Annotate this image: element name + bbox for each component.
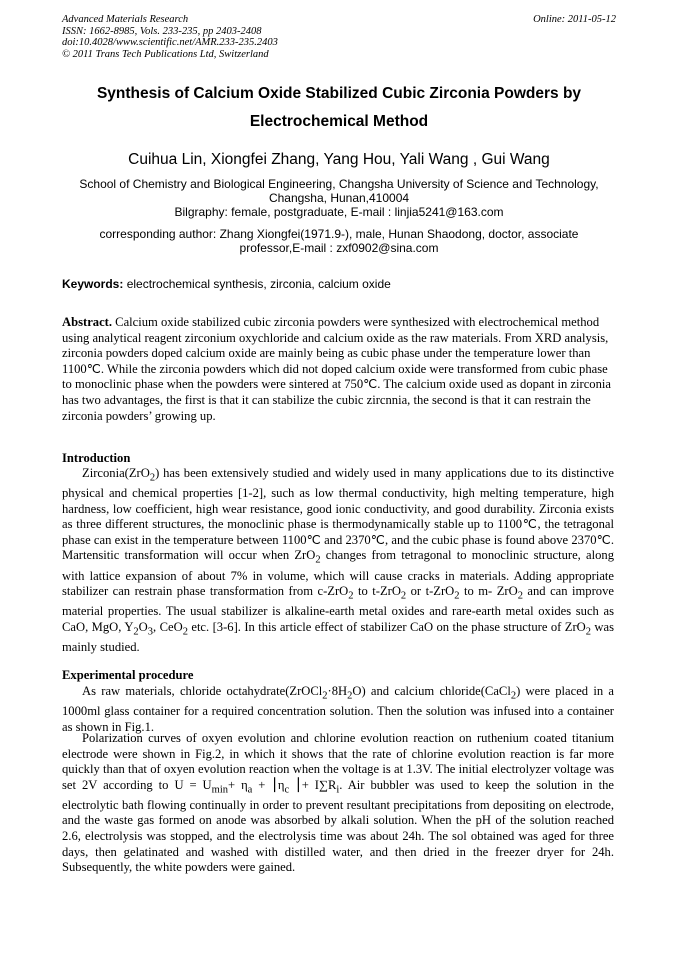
- subscript: a: [247, 784, 253, 796]
- intro-text: was mainly studied.: [62, 619, 614, 654]
- subscript: 3: [147, 626, 154, 638]
- biography-line: Bilgraphy: female, postgraduate, E-mail : linjia5241@163.com: [174, 205, 504, 219]
- introduction-paragraph: [62, 466, 614, 656]
- keywords-text: electrochemical synthesis, zirconia, calcium oxide: [123, 277, 391, 291]
- subscript: 2: [585, 626, 591, 638]
- copyright-line: © 2011 Trans Tech Publications Ltd, Switzerland: [62, 48, 269, 60]
- exp-text: + ⎮η: [252, 777, 285, 792]
- abstract-text: Calcium oxide stabilized cubic zirconia powders were synthesized with electrochemical method using analytical reagent zirconium oxychloride and calcium oxide as the raw materials. From XRD analysis, zirconia powders doped calcium oxide are mainly being as cubic phase under the temperature lower than 1100℃. While the zirconia powders which did not doped calcium oxide were transformed from cubic phase to monoclinic phase when the powders were sintered at 750℃. The calcium oxide used as dopant in zirconia has two advantages, the first is that it can stabilize the cubic zircnnia, the second is that it can restrain the zirconia powders’ growing up.: [62, 315, 611, 423]
- intro-text: etc. [3-6]. In this article effect of stabilizer CaO on the phase structure of ZrO: [187, 619, 586, 634]
- affiliation-line-2: Changsha, Hunan,410004: [268, 191, 410, 205]
- abstract: [62, 315, 614, 424]
- subscript: 2: [149, 472, 156, 484]
- author-list: Cuihua Lin, Xiongfei Zhang, Yang Hou, Yali Wang , Gui Wang: [128, 151, 550, 168]
- subscript: min: [211, 784, 229, 796]
- intro-text: to t-ZrO: [353, 584, 401, 599]
- subscript: 2: [400, 590, 407, 602]
- doi-line: doi:10.4028/www.scientific.net/AMR.233-235.2403: [62, 37, 278, 48]
- abstract-label: Abstract.: [62, 315, 113, 329]
- experimental-heading: Experimental procedure: [62, 668, 194, 682]
- keywords-label: Keywords:: [62, 277, 124, 291]
- subscript: 2: [510, 690, 517, 702]
- subscript: 2: [133, 626, 139, 638]
- corresponding-line-1: corresponding author: Zhang Xiongfei(1971.9-), male, Hunan Shaodong, doctor, associate: [99, 227, 579, 241]
- exp-text: ·8H: [327, 684, 348, 698]
- intro-text: ) has been extensively studied and widely used in many applications due to its distinctive physical and chemical properties [1-2], such as low thermal conductivity, high melting temperature, high hardness, low coefficient, high wear resistance, good ionic conductivity, and good durability. Zirconia exists as three different structures, the monoclinic phase is thermodynamically stable up to 1100℃, the tetragonal phase can exist in the temperature between 1100℃ and 2370℃, and the cubic phase is found above 2370℃. Martensitic transformation will occur when ZrO: [62, 466, 614, 563]
- exp-text: ⎮+ I∑R: [289, 777, 337, 792]
- intro-text: or t-ZrO: [406, 584, 455, 599]
- journal-header: [62, 14, 278, 60]
- exp-text: . Air bubbler was used to keep the solution in the electrolytic bath flowing continually in order to prevent resultant precipitations from depositing on electrode, and the waste gas formed on anode was absorbed by alkali solution. When the pH of the solution reached 2.6, electrolysis was stopped, and the electrolysis time was about 24h. The sol obtained was aged for three days, then gelatinated and washed with distilled water, and then dried in the freezer dryer for 24h. Subsequently, the white powders were gained.: [62, 777, 614, 875]
- experimental-paragraph-1: [62, 684, 614, 735]
- keywords: [62, 277, 616, 292]
- issn-line: ISSN: 1662-8985, Vols. 233-235, pp 2403-2408: [62, 25, 262, 37]
- subscript: 2: [348, 590, 354, 602]
- experimental-paragraph-2: [62, 731, 614, 876]
- subscript: 2: [517, 590, 523, 602]
- exp-text: O) and calcium chloride(CaCl: [352, 684, 511, 698]
- subscript: 2: [347, 690, 353, 702]
- intro-text: Zirconia(ZrO: [82, 466, 150, 480]
- online-date: Online: 2011-05-12: [533, 14, 616, 25]
- intro-text: O: [138, 619, 148, 634]
- subscript: 2: [322, 690, 328, 702]
- subscript: i: [336, 784, 340, 796]
- subscript: 2: [182, 626, 188, 638]
- intro-text: , CeO: [153, 619, 183, 634]
- intro-text: and can improve material properties. The usual stabilizer is alkaline-earth metal oxides and rare-earth metal oxides such as CaO, MgO, Y: [62, 584, 614, 634]
- intro-text: changes from tetragonal to monoclinic structure, along with lattice expansion of about 7% in volume, which will cause cracks in materials. Adding appropriate stabilizer can restrain phase transformation from c-ZrO: [62, 548, 614, 599]
- introduction-heading: Introduction: [62, 451, 131, 465]
- journal-name: Advanced Materials Research: [62, 14, 189, 25]
- subscript: c: [284, 784, 290, 796]
- exp-text: Polarization curves of oxyen evolution and chlorine evolution reaction on ruthenium coated titanium electrode were shown in Fig.2, in which it shows that the rate of chlorine evolution reaction is far more quickly than that of oxyen evolution reaction when the voltage is at 1.3V. The initial electrolyzer voltage was set 2V according to U = U: [62, 731, 614, 792]
- exp-text: + η: [228, 777, 248, 792]
- paper-title: [62, 80, 616, 136]
- intro-text: to m- ZrO: [459, 584, 518, 599]
- subscript: 2: [315, 555, 321, 566]
- exp-text: ) were placed in a 1000ml glass container for a required concentration solution. Then the solution was infused into a container as shown in Fig.1.: [62, 684, 614, 734]
- affiliation: [62, 177, 616, 219]
- corresponding-author: [62, 227, 616, 255]
- title-line-1: Synthesis of Calcium Oxide Stabilized Cubic Zirconia Powders by: [96, 85, 582, 102]
- exp-text: As raw materials, chloride octahydrate(ZrOCl: [82, 684, 323, 698]
- corresponding-line-2: professor,E-mail : zxf0902@sina.com: [239, 241, 439, 255]
- title-line-2: Electrochemical Method: [249, 113, 429, 130]
- affiliation-line-1: School of Chemistry and Biological Engineering, Changsha University of Science and Technology,: [79, 177, 599, 191]
- subscript: 2: [454, 590, 460, 602]
